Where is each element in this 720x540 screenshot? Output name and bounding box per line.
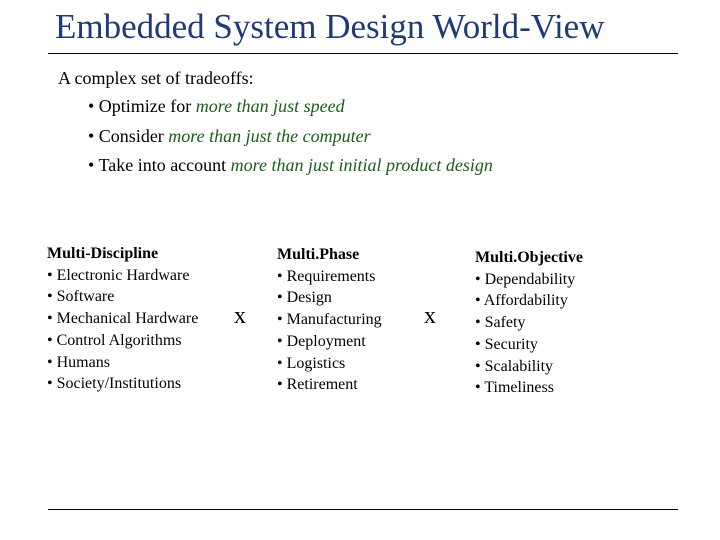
tradeoff-prefix: • Consider — [88, 125, 169, 146]
column-list — [475, 269, 583, 399]
list-item: • Software — [47, 288, 115, 306]
list-item: • Scalability — [475, 357, 554, 375]
multiply-symbol: x — [234, 303, 246, 329]
column-multi-objective — [475, 247, 583, 399]
list-item: • Timeliness — [475, 379, 554, 397]
list-item: • Control Algorithms — [47, 331, 182, 349]
list-item: • Society/Institutions — [47, 375, 182, 393]
list-item: • Logistics — [277, 354, 346, 372]
list-item: • Safety — [475, 314, 526, 332]
multiply-symbol: x — [424, 303, 436, 329]
tradeoff-item — [88, 124, 493, 154]
list-item: • Security — [475, 335, 538, 353]
column-list — [277, 266, 382, 396]
list-item: • Dependability — [475, 270, 576, 288]
column-multi-discipline — [47, 243, 198, 395]
tradeoff-item — [88, 94, 493, 124]
list-item: • Retirement — [277, 376, 358, 394]
column-list — [47, 265, 198, 395]
tradeoff-emphasis: more than just speed — [195, 96, 345, 116]
list-item: • Affordability — [475, 292, 568, 310]
list-item: • Deployment — [277, 332, 366, 350]
list-item: • Manufacturing — [277, 311, 382, 329]
tradeoff-prefix: • Take into account — [88, 155, 231, 175]
list-item: • Requirements — [277, 267, 376, 285]
footer-divider — [48, 509, 678, 510]
tradeoff-list — [88, 94, 493, 183]
intro-text: A complex set of tradeoffs: — [58, 68, 254, 88]
tradeoff-emphasis: more than just initial product design — [230, 155, 493, 175]
title-divider — [48, 53, 678, 54]
column-heading: Multi-Discipline — [47, 245, 159, 262]
column-heading: Multi.Phase — [277, 246, 360, 263]
tradeoff-item — [88, 153, 493, 183]
column-heading: Multi.Objective — [475, 249, 583, 266]
list-item: • Electronic Hardware — [47, 266, 190, 284]
slide-title: Embedded System Design World-View — [55, 7, 605, 46]
list-item: • Humans — [47, 353, 110, 371]
column-multi-phase — [277, 244, 382, 396]
tradeoff-prefix: • Optimize for — [88, 96, 196, 116]
list-item: • Mechanical Hardware — [47, 310, 199, 328]
list-item: • Design — [277, 289, 332, 307]
tradeoff-emphasis: more than just the computer — [168, 125, 371, 146]
